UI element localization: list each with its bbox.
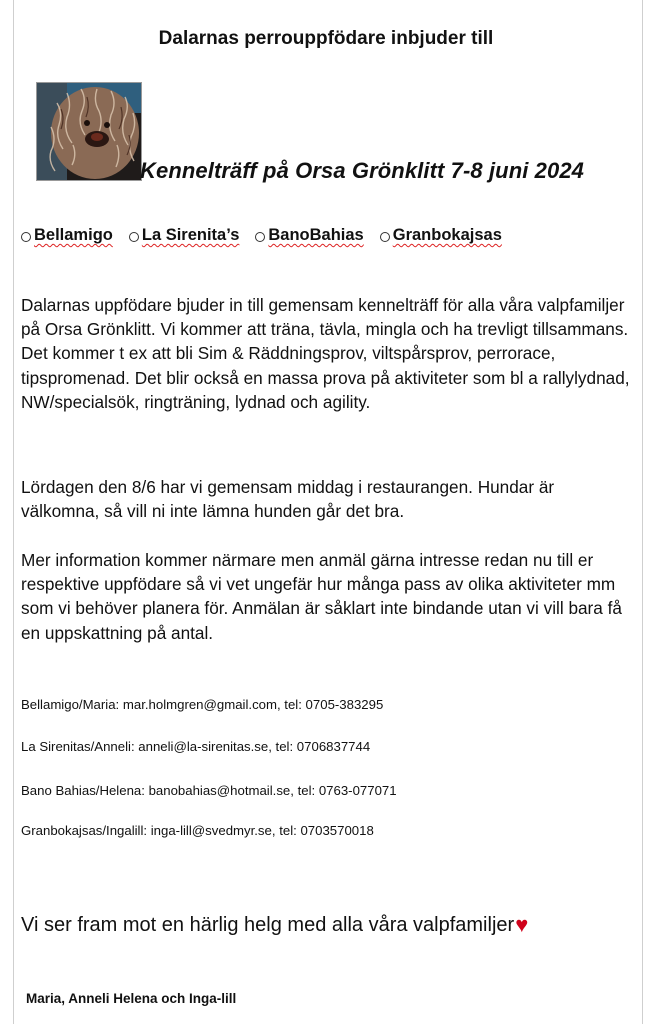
contact-bellamigo: Bellamigo/Maria: mar.holmgren@gmail.com, tel: 0705-383295 xyxy=(21,697,384,712)
contact-bano-bahias: Bano Bahias/Helena: banobahias@hotmail.se, tel: 0763-077071 xyxy=(21,783,397,798)
kennel-item xyxy=(380,226,502,245)
kennel-item xyxy=(255,226,363,245)
kennel-name: Granbokajsas xyxy=(392,226,502,244)
heart-icon: ♥ xyxy=(515,912,529,937)
kennel-name: La Sirenita’s xyxy=(141,226,240,244)
circle-bullet-icon xyxy=(21,232,31,242)
kennel-name: BanoBahias xyxy=(268,226,364,244)
kennel-list xyxy=(21,226,641,245)
circle-bullet-icon xyxy=(129,232,139,242)
dog-photo-illustration xyxy=(37,83,141,180)
kennel-name: Bellamigo xyxy=(34,226,113,244)
page-border-left xyxy=(13,0,14,1024)
contact-la-sirenitas: La Sirenitas/Anneli: anneli@la-sirenitas.se, tel: 0706837744 xyxy=(21,739,371,754)
paragraph-more-info: Mer information kommer närmare men anmäl gärna intresse redan nu till er respektive uppfödare så vi vet ungefär hur många pass av olika aktiviteter mm som vi behöver planera för. Anmälan är såklart inte bindande utan vi vill bara få en uppskattning på antal. xyxy=(21,550,622,643)
paragraph-dinner: Lördagen den 8/6 har vi gemensam middag i restaurangen. Hundar är välkomna, så vill ni inte lämna hunden går det bra. xyxy=(21,477,555,522)
contact-granbokajsas: Granbokajsas/Ingalill: inga-lill@svedmyr.se, tel: 0703570018 xyxy=(21,823,374,838)
signature: Maria, Anneli Helena och Inga-lill xyxy=(26,991,237,1006)
dog-photo xyxy=(36,82,142,181)
kennel-item xyxy=(21,226,113,245)
page-border-right xyxy=(642,0,643,1024)
event-title: Kennelträff på Orsa Grönklitt 7-8 juni 2024 xyxy=(140,158,585,183)
kennel-item xyxy=(129,226,240,245)
paragraph-intro: Dalarnas uppfödare bjuder in till gemensam kennelträff för alla våra valpfamiljer på Orsa Grönklitt. Vi kommer att träna, tävla, mingla och ha trevligt tillsammans. Det kommer t ex att bli Sim & Räddningsprov, viltspårsprov, perrorace, tipspromenad. Det blir också en massa prova på aktiviteter som bl a rallylydnad, NW/specialsök, ringträning, lydnad och agility. xyxy=(21,295,630,412)
closing-text: Vi ser fram mot en härlig helg med alla våra valpfamiljer xyxy=(21,913,515,936)
header-title: Dalarnas perrouppfödare inbjuder till xyxy=(158,28,494,49)
circle-bullet-icon xyxy=(380,232,390,242)
circle-bullet-icon xyxy=(255,232,265,242)
closing-line xyxy=(21,912,633,938)
